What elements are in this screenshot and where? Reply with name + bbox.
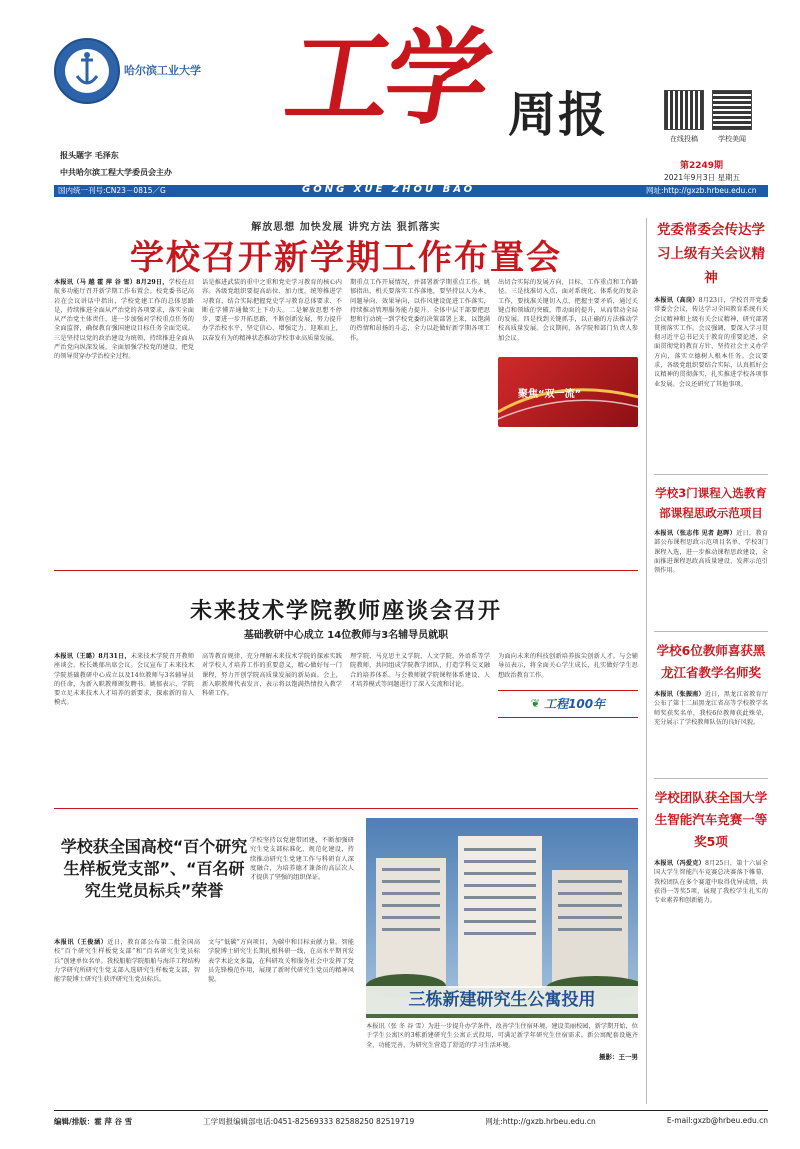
main-col-3 [350, 278, 490, 554]
section-divider-1 [54, 570, 638, 571]
article2-text-2: 高等教育规律，充分理解未来技术学院的探索实践对学校人才培养工作的重要意义，精心做好每一门课程，努力开创学院高质量发展的新局面。会上，新入职教师代表发言，表示将以饱满热情投入教学科研工作。 [202, 653, 342, 698]
sidebar-text-1: 8月23日，学校召开党委常委会会议，传达学习全国教育系统有关会议精神和上级有关会议精神，研究部署贯彻落实工作。会议强调，要深入学习贯彻习近平总书记关于教育的重要论述，全面贯彻党的教育方针，坚持社会主义办学方向，落实立德树人根本任务。会议要求，各级党组织要结合实际，认真抓好会议精神的贯彻落实，扎实推进学校各项事业发展。会议还研究了其他事项。 [654, 297, 768, 388]
sidebar-title-2: 学校3门课程入选教育部课程思政示范项目 [655, 486, 767, 520]
main-lead: 本报讯（马 越 霍 萍 谷 雪）8月29日， [54, 279, 169, 286]
article2-col-4 [498, 652, 638, 798]
article3-body [54, 938, 354, 1102]
sponsor: 中共哈尔滨工程大学委员会主办 [60, 168, 172, 177]
calligraphy-credit: 报头题字 毛泽东 [60, 151, 119, 160]
qr-code-icon [712, 90, 752, 130]
footer-rule [54, 1110, 768, 1111]
school-name: 哈尔滨工业大学 [124, 64, 201, 77]
sidebar-divider-3 [654, 778, 768, 779]
article2-text-4: 为面向未来的科技创新培养拔尖创新人才。与会辅导员表示，将全面关心学生成长，扎实做好学生思想政治教育工作。 [498, 653, 638, 679]
footer-email[interactable]: E-mail:gxzb@hrbeu.edu.cn [666, 1116, 768, 1125]
sidebar-lead-3: 本报讯（张振南） [654, 691, 705, 698]
dormitory-photo [366, 818, 638, 1018]
photo-credit: 摄影：王一男 [599, 1052, 638, 1061]
qr-code-submit[interactable] [664, 90, 704, 144]
article3-col-3-wrap [250, 836, 354, 932]
sidebar-divider-2 [654, 631, 768, 632]
main-kicker: 解放思想 加快发展 讲究方法 狠抓落实 [251, 222, 441, 233]
main-article [54, 218, 638, 554]
sidebar-text-3: 近日，黑龙江省教育厅公布了第十二届黑龙江省高等学校教学名师奖获奖名单，我校6位教师获此殊荣，充分展示了学校教师队伍的良好风貌。 [654, 691, 768, 726]
qr-label-news: 学校美闻 [718, 135, 746, 143]
article2-body [54, 652, 638, 798]
qr-code-news[interactable] [712, 90, 752, 144]
main-body [54, 278, 638, 554]
article2-text-3: 理学院、马克思主义学院、人文学院、外语系等学院教师，共同组成学院教学团队，打造学科交叉融合的培养体系。与会教师就学院课程体系建设、人才培养模式等问题进行了深入交流和讨论。 [350, 653, 490, 688]
article3-lead: 本报讯（王俊涵） [54, 939, 108, 946]
article-party-branch [54, 830, 354, 1102]
school-logo [54, 38, 120, 104]
leaf-icon: ❦ [530, 697, 541, 711]
pinyin-title: GONG XUE ZHOU BAO [302, 184, 476, 195]
article2-subhead: 基础教研中心成立 14位教师与3名辅导员就职 [243, 630, 449, 641]
sidebar-item-course-ideology [654, 483, 768, 623]
newspaper-title-calligraphy: 工学 [277, 16, 495, 139]
sidebar-item-smart-car [654, 787, 768, 1077]
article3-text-2: 文与“低碳”方向项目，为碳中和目标贡献力量。智能学院博士研究生长期扎根科研一线，在高水平期刊发表学术论文多篇，在科研攻关和服务社会中发挥了党员先锋模范作用，展现了新时代研究生党员的精神风貌。 [208, 939, 354, 984]
masthead [0, 0, 800, 198]
main-text-2: 话是推进武装的重中之重和党史学习教育的核心内容。各级党组织要提高站位、加力度，统筹推进学习教育，结合实际把握党史学习教育总体要求、不断在学懂弄通做实上下功夫。二是解放思想不停步，要进一步开拓思路，不断创新发展，努力提升办学治校水平，坚定信心、增强定力、迎难而上，以奋发有为的精神状态推动学校事业高质量发展。 [202, 279, 342, 342]
engineering-100-badge [498, 690, 638, 718]
sidebar-text-2: 近日，教育部公布课程思政示范项目名单，学校3门课程入选，进一步推动课程思政建设，全面推进课程思政高质量建设，发挥示范引领作用。 [654, 530, 768, 575]
article2-text-1: 未来技术学院召开教师座谈会。校长姚郁出席会议。会议宣布了未来技术学院基础教研中心成立以及14位教师与3名辅导员的任命，为新入职教师颁发聘书。姚郁表示，学院要立足未来技术人才培养的新要求，探索新的育人模式。 [54, 653, 194, 707]
article2-lead: 本报讯（王璐）8月31日， [54, 653, 131, 660]
footer-editor: 编辑/排版：霍 萍 谷 雪 [54, 1117, 133, 1126]
decor-label: 聚焦“双一流” [518, 389, 582, 401]
sidebar-text-4: 8月25日，第十六届全国大学生智能汽车竞赛总决赛落下帷幕，我校团队在多个赛道中取得优异成绩，共获得一等奖5项，展现了我校学生扎实的专业素养和创新能力。 [654, 860, 768, 905]
main-col-4 [498, 278, 638, 554]
photo-headline: 三栋新建研究生公寓投用 [366, 986, 638, 1014]
sidebar-title-3: 学校6位教师喜获黑龙江省教学名师奖 [656, 643, 766, 680]
photo-caption-box [366, 1022, 638, 1104]
sidebar-item-teaching-award [654, 640, 768, 770]
article3-col-2 [208, 938, 354, 1102]
article3-headline: 学校获全国高校“百个研究生样板党支部”、“百名研究生党员标兵”荣誉 [60, 837, 248, 900]
qr-code-icon [664, 90, 704, 130]
sidebar-title-1: 党委常委会传达学习上级有关会议精神 [657, 222, 765, 286]
cn-number: 国内统一刊号:CN23－0815／G [58, 186, 166, 195]
website-url[interactable]: 网址:http://gxzb.hrbeu.edu.cn [646, 186, 757, 195]
sidebar [654, 218, 768, 1104]
article2-col-3 [350, 652, 490, 798]
footer [54, 1116, 768, 1130]
double-first-class-banner [498, 357, 638, 427]
sidebar-item-standing-committee [654, 218, 768, 466]
badge-label: 工程100年 [544, 697, 606, 712]
article2-headline: 未来技术学院教师座谈会召开 [189, 599, 502, 624]
main-headline: 学校召开新学期工作布置会 [130, 238, 562, 278]
main-text-3: 期重点工作开展情况，并部署新学期重点工作。姚郁指出，机关要落实工作落地，要坚持以人为本、问题导向、效果导向，以作风建设促进工作落实，持续推动管理服务能力提升。全体中层干部要把思想和行动统一到学校党委的决策部署上来，以饱满的热情和昂扬的斗志，全力以赴做好新学期各项工作。 [350, 279, 490, 342]
footer-phone: 工学周报编辑部电话:0451-82569333 82588250 82519719 [203, 1117, 415, 1126]
sidebar-rule [646, 218, 647, 1104]
issue-date: 2021年9月3日 星期五 [664, 173, 741, 182]
main-col-1 [54, 278, 194, 554]
sidebar-title-4: 学校团队获全国大学生智能汽车竞赛一等奖5项 [654, 790, 768, 849]
article2-col-1 [54, 652, 194, 798]
main-text-4: 出切合实际的发展方向，目标、工作重点和工作路径。三是找准切入点，面对系统化、体系化的复杂工作，要找准关键切入点，把握主要矛盾，通过关键点和领域的突破，带动面的提升，从而带动全局的发展。四是找到关键抓手，以正确的方法推动学校高质量发展。会议期间，各学院和部门负责人参加会议。 [498, 279, 638, 342]
founded-year: 1953 [76, 86, 92, 93]
photo-caption-text: 本报讯（张 冬 谷 雪）为进一步提升办学条件，改善学生住宿环境，建设美丽校园，新学期开始，位于学生公寓区的3栋新建研究生公寓正式投用，可满足新学年研究生住宿需求。新公寓配套设施齐全，功能完善，为研究生营造了舒适的学习生活环境。 [366, 1023, 638, 1049]
issue-number: 第2249期 [680, 161, 724, 171]
footer-url[interactable]: 网址:http://gxzb.hrbeu.edu.cn [485, 1117, 596, 1126]
qr-label-submit: 在线投稿 [670, 135, 698, 143]
sidebar-lead-2: 本报讯（张志伟 见者 赵晖） [654, 530, 737, 537]
article-future-tech [54, 594, 638, 798]
main-text-1: 学校在启航多功能厅召开新学期工作布置会。校党委书记高岩在会议讲话中指出，学校党建工作的总体思路是，持续推进全面从严治党的各项要求，落实全面从严治党主体责任，进一步加强对学校重点任务的全面监督，确保教育强国建设目标任务全面完成。三是坚持以党的政治建设为统领，持续推进全面从严治党向纵深发展，全面加强学校党的建设，把党的领导贯穿办学治校全过程。 [54, 279, 194, 361]
section-divider-2 [54, 808, 638, 809]
sidebar-divider-1 [654, 474, 768, 475]
newspaper-title-weekly: 周报 [508, 87, 609, 143]
article3-col-1 [54, 938, 200, 1102]
main-col-2 [202, 278, 342, 554]
article2-col-2 [202, 652, 342, 798]
sidebar-lead-1: 本报讯（高岗） [654, 297, 699, 304]
sidebar-lead-4: 本报讯（冯爱克） [654, 860, 705, 867]
article3-text-3: 学校坚持以党建带团建，不断加强研究生党支部标准化、规范化建设，持续推动研究生党建工作与科研育人深度融合，为培养德才兼备的高层次人才提供了坚强的组织保证。 [250, 837, 354, 882]
article3-text-1: 近日，教育部公布第二批全国高校“百个研究生样板党支部”和“百名研究生党员标兵”创建单位名单。我校船舶学院船舶与海洋工程结构力学研究所研究生党支部入选研究生样板党支部，智能学院博士研究生获评研究生党员标兵。 [54, 939, 200, 984]
